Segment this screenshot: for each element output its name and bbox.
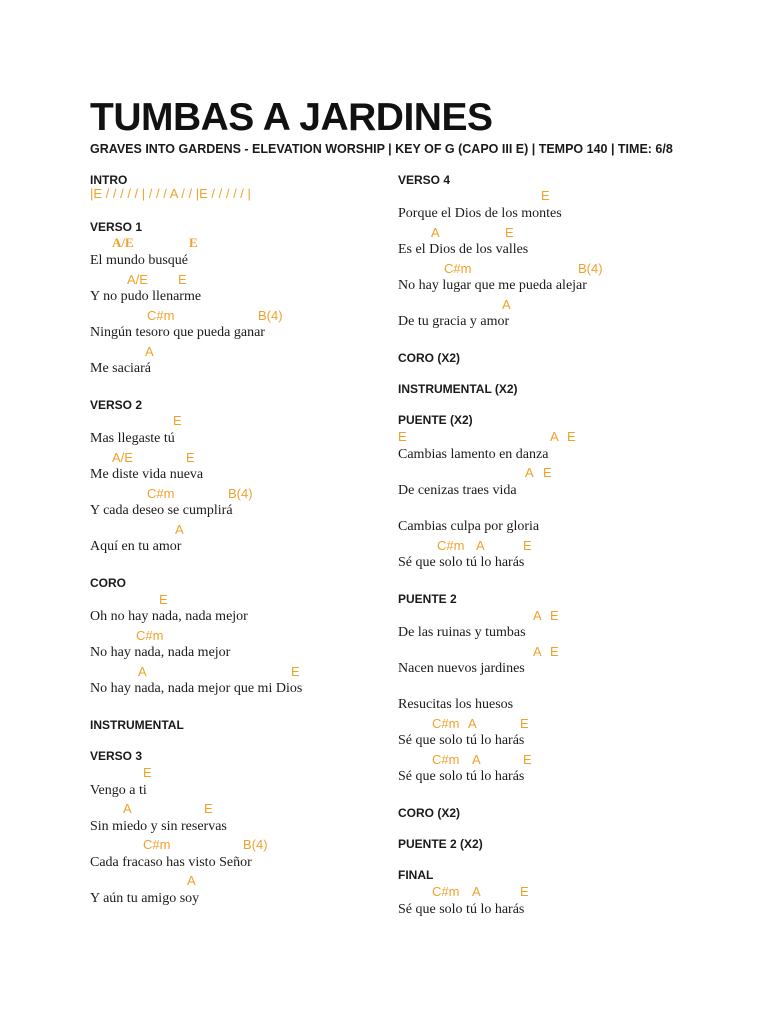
chord: C#m (147, 486, 175, 501)
chord: B(4) (243, 837, 268, 852)
chord: A (468, 716, 477, 731)
section-heading: VERSO 3 (90, 749, 143, 763)
lyric-line: Sin miedo y sin reservas (90, 819, 227, 834)
chord: A (472, 752, 481, 767)
chord: A (138, 664, 147, 679)
section-heading: INSTRUMENTAL (X2) (398, 382, 518, 396)
section-heading: INTRO (90, 173, 128, 187)
lyric-line: Ningún tesoro que pueda ganar (90, 325, 265, 340)
lyric-line: No hay lugar que me pueda alejar (398, 278, 587, 293)
lyric-line: Oh no hay nada, nada mejor (90, 609, 248, 624)
section-heading: CORO (X2) (398, 351, 461, 365)
chord: B(4) (578, 261, 603, 276)
chord: E (143, 765, 152, 780)
chord: E (159, 592, 168, 607)
chord: C#m (432, 716, 460, 731)
chord: A/E (127, 272, 148, 287)
chord: A (431, 225, 440, 240)
chord: E (567, 429, 576, 444)
lyric-line: Y aún tu amigo soy (90, 891, 200, 906)
lyric-line: Sé que solo tú lo harás (398, 902, 525, 917)
lyric-line: Vengo a ti (90, 783, 147, 798)
chord: E (550, 644, 559, 659)
lyric-line: Me saciará (90, 361, 152, 376)
chord: A (175, 522, 184, 537)
chord: A (123, 801, 132, 816)
chord: C#m (143, 837, 171, 852)
chord: E (543, 465, 552, 480)
chord: E (523, 538, 532, 553)
lyric-line: De tu gracia y amor (398, 314, 510, 329)
chord: C#m (444, 261, 472, 276)
chord: E (186, 450, 195, 465)
lyric-line: Sé que solo tú lo harás (398, 733, 525, 748)
intro-chord-line: |E / / / / / | / / / A / / |E / / / / / | (90, 186, 251, 201)
chord: E (173, 413, 182, 428)
chord: A (145, 344, 154, 359)
chord: A (472, 884, 481, 899)
lyric-line: Sé que solo tú lo harás (398, 769, 525, 784)
chord: E (189, 235, 198, 250)
chord: C#m (432, 884, 460, 899)
chord: C#m (432, 752, 460, 767)
lyric-line: Cada fracaso has visto Señor (90, 855, 252, 870)
lyric-line: De cenizas traes vida (398, 483, 517, 498)
chord: A (533, 644, 542, 659)
chord: E (523, 752, 532, 767)
song-subtitle: GRAVES INTO GARDENS - ELEVATION WORSHIP | KEY OF G (CAPO III E) | TEMPO 140 | TIME: 6/8 (90, 142, 673, 156)
lyric-line: Es el Dios de los valles (398, 242, 529, 257)
lyric-line: De las ruinas y tumbas (398, 625, 526, 640)
section-heading: VERSO 1 (90, 220, 143, 234)
chord: E (505, 225, 514, 240)
lyric-line: Resucitas los huesos (398, 697, 514, 712)
lyric-line: Aquí en tu amor (90, 539, 182, 554)
section-heading: VERSO 4 (398, 173, 451, 187)
lyric-line: Me diste vida nueva (90, 467, 204, 482)
lyric-line: No hay nada, nada mejor (90, 645, 231, 660)
lyric-line: Nacen nuevos jardines (398, 661, 525, 676)
lyric-line: El mundo busqué (90, 253, 188, 268)
section-heading: PUENTE 2 (X2) (398, 837, 483, 851)
chord: A/E (112, 235, 134, 250)
lyric-line: No hay nada, nada mejor que mi Dios (90, 681, 303, 696)
lyric-line: Y cada deseo se cumplirá (90, 503, 233, 518)
lyric-line: Sé que solo tú lo harás (398, 555, 525, 570)
chord: E (204, 801, 213, 816)
lyric-line: Cambias culpa por gloria (398, 519, 540, 534)
lyric-line: Y no pudo llenarme (90, 289, 202, 304)
chord: B(4) (258, 308, 283, 323)
chord: A (502, 297, 511, 312)
chord: E (520, 716, 529, 731)
song-title: TUMBAS A JARDINES (90, 96, 493, 139)
section-heading: FINAL (398, 868, 434, 882)
section-heading: CORO (X2) (398, 806, 461, 820)
chord: E (550, 608, 559, 623)
chord: E (541, 188, 550, 203)
chord: B(4) (228, 486, 253, 501)
lyric-line: Porque el Dios de los montes (398, 206, 562, 221)
chord: A (550, 429, 559, 444)
section-heading: VERSO 2 (90, 398, 143, 412)
chord: A (476, 538, 485, 553)
section-heading: INSTRUMENTAL (90, 718, 184, 732)
chord: A/E (112, 450, 133, 465)
chord: C#m (136, 628, 164, 643)
chord: C#m (147, 308, 175, 323)
section-heading: PUENTE (X2) (398, 413, 473, 427)
chord: E (398, 429, 407, 444)
chord: E (520, 884, 529, 899)
section-heading: CORO (90, 576, 126, 590)
chord: E (291, 664, 300, 679)
lyric-line: Mas llegaste tú (90, 431, 175, 446)
chord: A (525, 465, 534, 480)
chord: A (533, 608, 542, 623)
section-heading: PUENTE 2 (398, 592, 457, 606)
chord: C#m (437, 538, 465, 553)
lyric-line: Cambias lamento en danza (398, 447, 549, 462)
chord: E (178, 272, 187, 287)
chord: A (187, 873, 196, 888)
